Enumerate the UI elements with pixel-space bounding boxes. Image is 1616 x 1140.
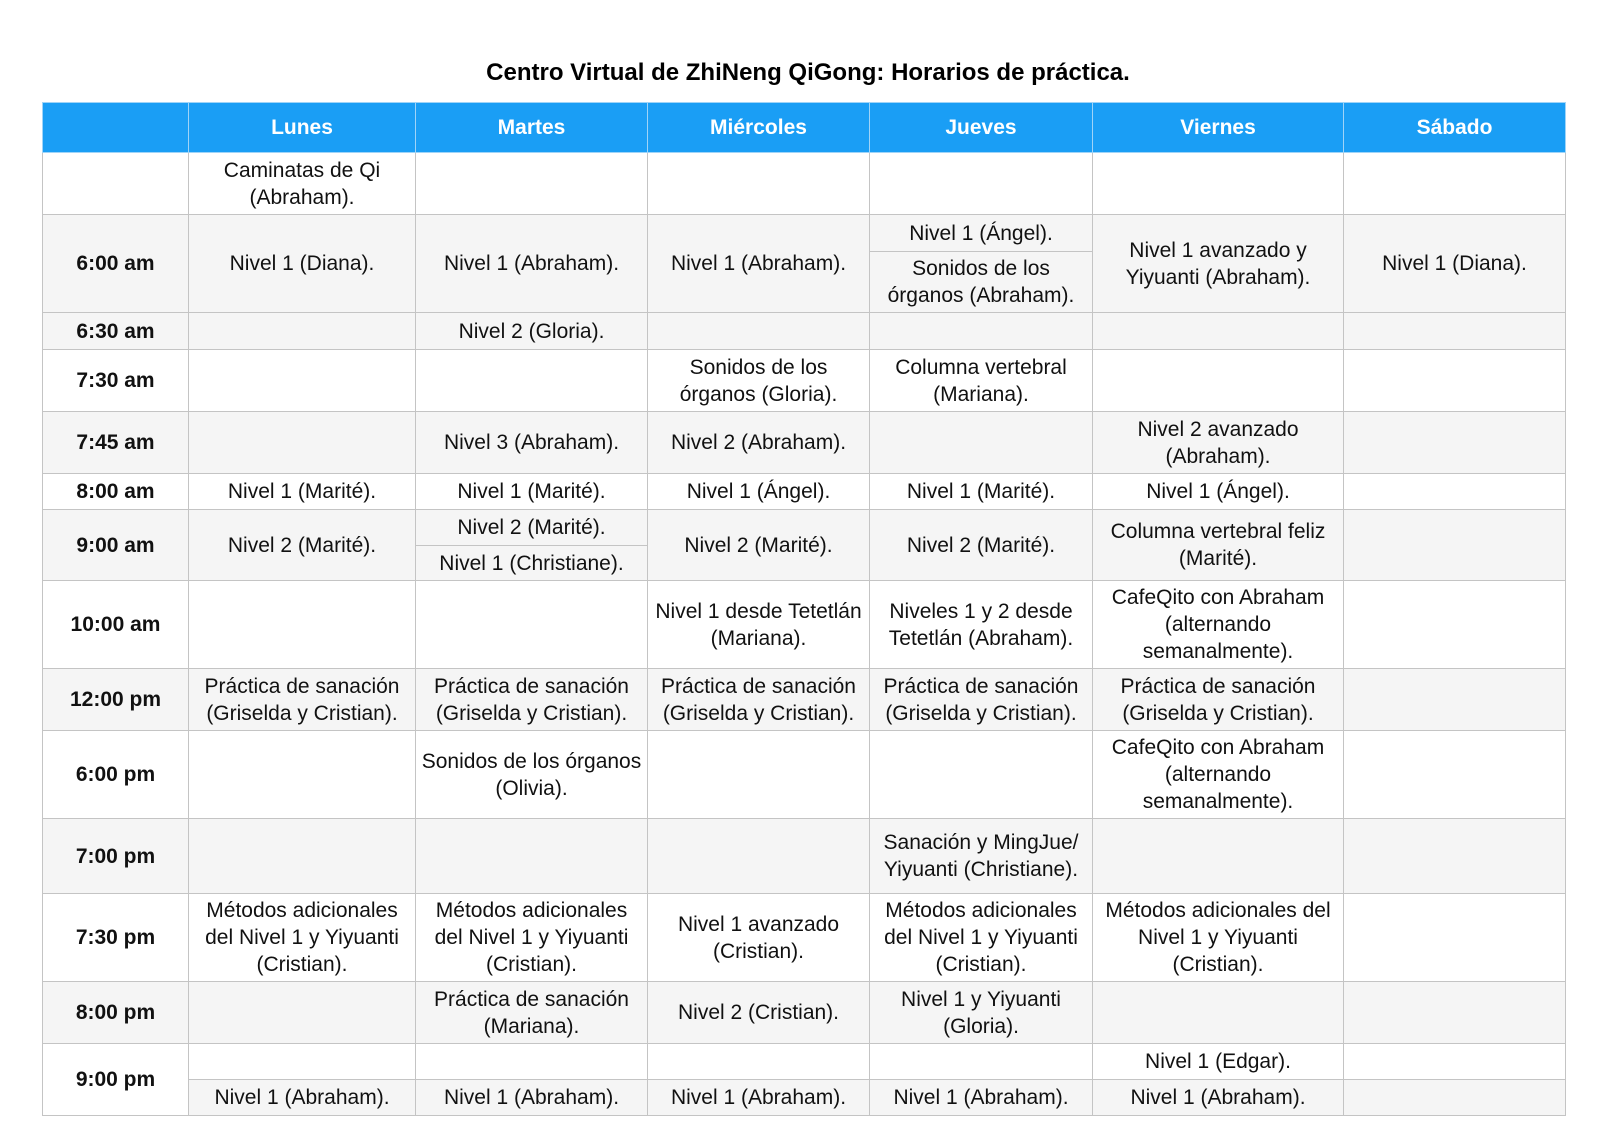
cell-miercoles: Nivel 2 (Abraham). xyxy=(648,412,870,474)
header-day-martes: Martes xyxy=(416,103,648,153)
cell-martes: Nivel 1 (Abraham). xyxy=(416,215,648,313)
time-cell: 10:00 am xyxy=(43,581,189,669)
cell-jueves: Nivel 1 (Abraham). xyxy=(870,1080,1093,1116)
cell-lunes: Nivel 1 (Marité). xyxy=(189,474,416,510)
time-cell: 9:00 pm xyxy=(43,1044,189,1116)
cell-martes: Nivel 2 (Gloria). xyxy=(416,313,648,350)
cell-sabado xyxy=(1344,982,1566,1044)
cell-jueves: Niveles 1 y 2 desde Tetetlán (Abraham). xyxy=(870,581,1093,669)
cell-viernes: Nivel 2 avanzado (Abraham). xyxy=(1093,412,1344,474)
header-row xyxy=(43,103,1566,153)
table-row xyxy=(43,581,1566,669)
table-row xyxy=(43,731,1566,819)
cell-sabado xyxy=(1344,731,1566,819)
cell-sabado xyxy=(1344,313,1566,350)
header-time-corner xyxy=(43,103,189,153)
cell-viernes: Nivel 1 (Abraham). xyxy=(1093,1080,1344,1116)
cell-sabado xyxy=(1344,894,1566,982)
table-row xyxy=(43,1044,1566,1080)
time-cell: 7:30 am xyxy=(43,350,189,412)
cell-lunes xyxy=(189,581,416,669)
cell-sabado xyxy=(1344,412,1566,474)
cell-lunes xyxy=(189,731,416,819)
table-row xyxy=(43,669,1566,731)
cell-miercoles: Nivel 1 (Ángel). xyxy=(648,474,870,510)
cell-miercoles: Sonidos de los órganos (Gloria). xyxy=(648,350,870,412)
cell-miercoles: Nivel 2 (Cristian). xyxy=(648,982,870,1044)
table-row xyxy=(43,313,1566,350)
cell-martes xyxy=(416,153,648,215)
time-cell: 6:00 pm xyxy=(43,731,189,819)
time-cell: 7:45 am xyxy=(43,412,189,474)
cell-viernes xyxy=(1093,350,1344,412)
time-cell: 8:00 am xyxy=(43,474,189,510)
cell-miercoles xyxy=(648,1044,870,1080)
time-cell: 6:30 am xyxy=(43,313,189,350)
table-row xyxy=(43,350,1566,412)
cell-miercoles: Nivel 1 desde Tetetlán (Mariana). xyxy=(648,581,870,669)
table-row xyxy=(43,819,1566,894)
cell-viernes: CafeQito con Abraham (alternando semanalmente). xyxy=(1093,731,1344,819)
cell-martes: Nivel 1 (Christiane). xyxy=(416,546,648,581)
cell-lunes: Nivel 1 (Diana). xyxy=(189,215,416,313)
cell-viernes xyxy=(1093,982,1344,1044)
cell-lunes xyxy=(189,819,416,894)
header-day-sabado: Sábado xyxy=(1344,103,1566,153)
cell-jueves xyxy=(870,412,1093,474)
cell-jueves: Columna vertebral (Mariana). xyxy=(870,350,1093,412)
table-row xyxy=(43,1080,1566,1116)
header-day-lunes: Lunes xyxy=(189,103,416,153)
time-cell: 9:00 am xyxy=(43,510,189,581)
cell-miercoles: Nivel 1 avanzado (Cristian). xyxy=(648,894,870,982)
cell-sabado xyxy=(1344,669,1566,731)
cell-viernes: Nivel 1 (Ángel). xyxy=(1093,474,1344,510)
cell-jueves xyxy=(870,153,1093,215)
time-cell: 6:00 am xyxy=(43,215,189,313)
cell-martes: Nivel 1 (Abraham). xyxy=(416,1080,648,1116)
table-row xyxy=(43,510,1566,546)
time-cell xyxy=(43,153,189,215)
cell-viernes: CafeQito con Abraham (alternando semanalmente). xyxy=(1093,581,1344,669)
time-cell: 7:30 pm xyxy=(43,894,189,982)
cell-miercoles: Nivel 1 (Abraham). xyxy=(648,1080,870,1116)
cell-miercoles xyxy=(648,731,870,819)
cell-lunes xyxy=(189,1044,416,1080)
cell-martes: Sonidos de los órganos (Olivia). xyxy=(416,731,648,819)
cell-viernes: Columna vertebral feliz (Marité). xyxy=(1093,510,1344,581)
cell-lunes: Práctica de sanación (Griselda y Cristian). xyxy=(189,669,416,731)
cell-lunes: Métodos adicionales del Nivel 1 y Yiyuanti (Cristian). xyxy=(189,894,416,982)
cell-martes: Práctica de sanación (Mariana). xyxy=(416,982,648,1044)
cell-sabado: Nivel 1 (Diana). xyxy=(1344,215,1566,313)
cell-miercoles xyxy=(648,153,870,215)
cell-viernes xyxy=(1093,153,1344,215)
header-day-jueves: Jueves xyxy=(870,103,1093,153)
cell-jueves: Métodos adicionales del Nivel 1 y Yiyuanti (Cristian). xyxy=(870,894,1093,982)
cell-miercoles xyxy=(648,819,870,894)
cell-lunes xyxy=(189,350,416,412)
cell-jueves: Nivel 1 (Ángel). xyxy=(870,215,1093,252)
cell-martes: Métodos adicionales del Nivel 1 y Yiyuanti (Cristian). xyxy=(416,894,648,982)
table-row xyxy=(43,982,1566,1044)
cell-martes xyxy=(416,1044,648,1080)
cell-lunes xyxy=(189,412,416,474)
cell-miercoles xyxy=(648,313,870,350)
cell-lunes: Nivel 2 (Marité). xyxy=(189,510,416,581)
header-day-viernes: Viernes xyxy=(1093,103,1344,153)
cell-sabado xyxy=(1344,474,1566,510)
cell-lunes: Nivel 1 (Abraham). xyxy=(189,1080,416,1116)
cell-jueves xyxy=(870,731,1093,819)
cell-jueves xyxy=(870,1044,1093,1080)
table-row xyxy=(43,474,1566,510)
time-cell: 8:00 pm xyxy=(43,982,189,1044)
schedule-table xyxy=(42,102,1566,1116)
cell-martes: Nivel 1 (Marité). xyxy=(416,474,648,510)
table-row xyxy=(43,215,1566,252)
cell-martes: Nivel 2 (Marité). xyxy=(416,510,648,546)
cell-lunes xyxy=(189,982,416,1044)
cell-sabado xyxy=(1344,153,1566,215)
cell-lunes xyxy=(189,313,416,350)
cell-jueves: Práctica de sanación (Griselda y Cristian). xyxy=(870,669,1093,731)
cell-sabado xyxy=(1344,581,1566,669)
cell-jueves xyxy=(870,313,1093,350)
cell-jueves: Sanación y MingJue/ Yiyuanti (Christiane). xyxy=(870,819,1093,894)
cell-sabado xyxy=(1344,819,1566,894)
header-day-miercoles: Miércoles xyxy=(648,103,870,153)
cell-martes xyxy=(416,350,648,412)
cell-jueves: Nivel 1 y Yiyuanti (Gloria). xyxy=(870,982,1093,1044)
cell-viernes: Práctica de sanación (Griselda y Cristian). xyxy=(1093,669,1344,731)
page-title: Centro Virtual de ZhiNeng QiGong: Horarios de práctica. xyxy=(486,59,1130,86)
cell-sabado xyxy=(1344,350,1566,412)
cell-jueves: Sonidos de los órganos (Abraham). xyxy=(870,252,1093,313)
table-row xyxy=(43,153,1566,215)
cell-sabado xyxy=(1344,1080,1566,1116)
cell-martes: Nivel 3 (Abraham). xyxy=(416,412,648,474)
time-cell: 7:00 pm xyxy=(43,819,189,894)
cell-sabado xyxy=(1344,1044,1566,1080)
cell-viernes: Métodos adicionales del Nivel 1 y Yiyuanti (Cristian). xyxy=(1093,894,1344,982)
cell-viernes: Nivel 1 avanzado y Yiyuanti (Abraham). xyxy=(1093,215,1344,313)
cell-miercoles: Práctica de sanación (Griselda y Cristian). xyxy=(648,669,870,731)
cell-viernes: Nivel 1 (Edgar). xyxy=(1093,1044,1344,1080)
table-row xyxy=(43,894,1566,982)
cell-sabado xyxy=(1344,510,1566,581)
cell-viernes xyxy=(1093,819,1344,894)
table-row xyxy=(43,412,1566,474)
time-cell: 12:00 pm xyxy=(43,669,189,731)
cell-martes: Práctica de sanación (Griselda y Cristian). xyxy=(416,669,648,731)
cell-miercoles: Nivel 1 (Abraham). xyxy=(648,215,870,313)
cell-martes xyxy=(416,819,648,894)
cell-viernes xyxy=(1093,313,1344,350)
cell-martes xyxy=(416,581,648,669)
cell-miercoles: Nivel 2 (Marité). xyxy=(648,510,870,581)
cell-jueves: Nivel 2 (Marité). xyxy=(870,510,1093,581)
cell-lunes: Caminatas de Qi (Abraham). xyxy=(189,153,416,215)
cell-jueves: Nivel 1 (Marité). xyxy=(870,474,1093,510)
